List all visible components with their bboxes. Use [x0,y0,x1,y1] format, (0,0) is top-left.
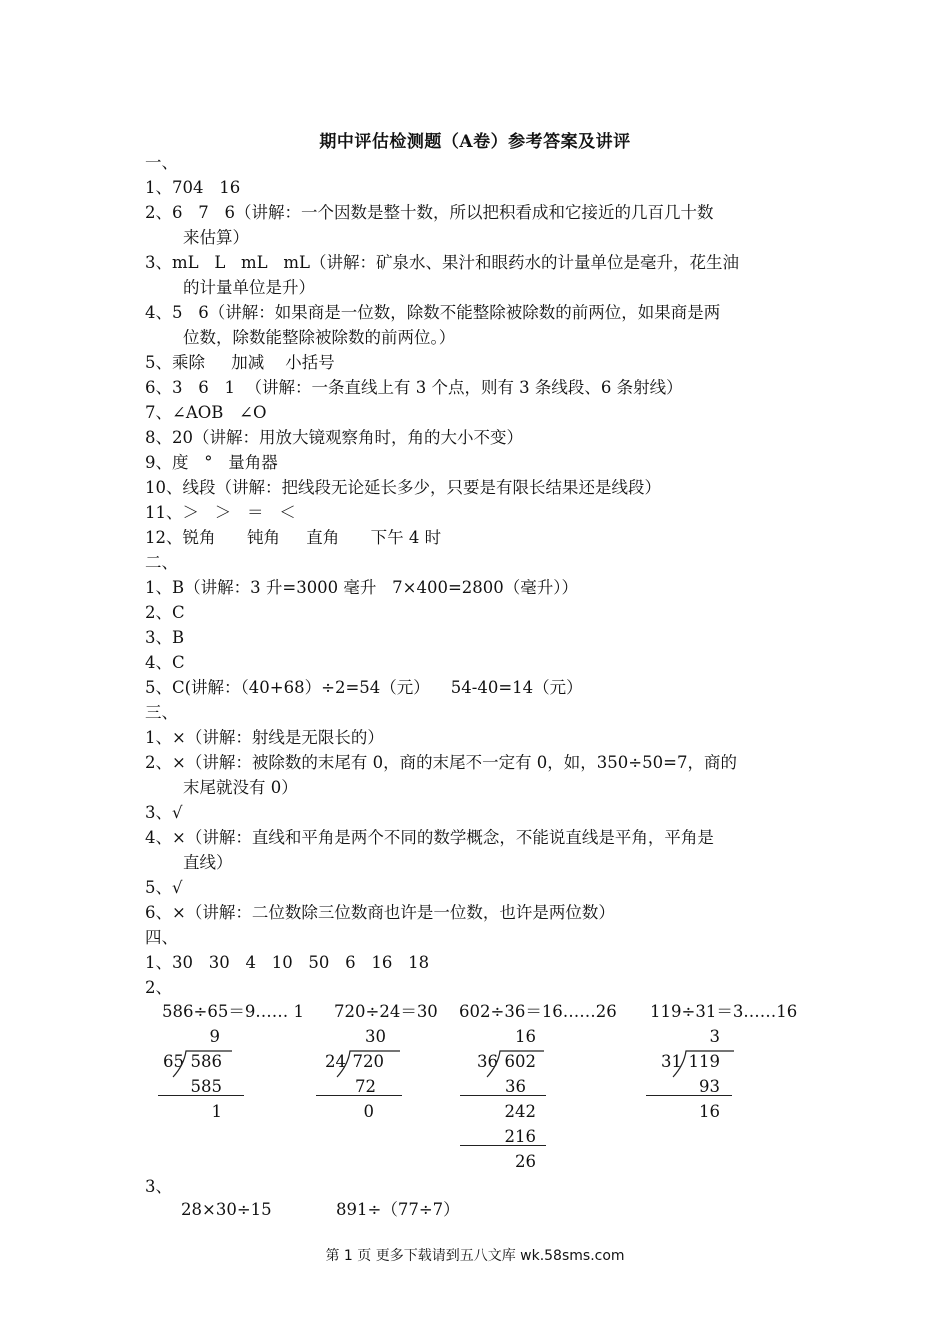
division-equation-4: 119÷31＝3……16 [650,1002,798,1021]
answer-line: 9、度 ° 量角器 [145,453,278,472]
answer-line-continued: 末尾就没有 0） [183,778,298,797]
section-heading-2: 二、 [145,553,178,572]
answer-line: 3、mL L mL mL（讲解：矿泉水、果汁和眼药水的计量单位是毫升，花生油 [145,253,739,272]
subtraction-line [158,1095,244,1096]
answer-line: 3、√ [145,803,183,822]
quotient: 3 [709,1027,720,1046]
answer-line: 11、＞ ＞ ＝ ＜ [145,503,296,522]
answer-line: 1、×（讲解：射线是无限长的） [145,728,384,747]
answer-line: 3、B [145,628,185,647]
answer-line: 1、30 30 4 10 50 6 16 18 [145,953,430,972]
answer-line: 5、√ [145,878,183,897]
quotient: 30 [365,1027,386,1046]
divisor: 36 [477,1052,498,1071]
answer-line: 6、3 6 1 （讲解：一条直线上有 3 个点，则有 3 条线段、6 条射线） [145,378,683,397]
product: 36 [505,1077,526,1096]
answer-line-continued: 来估算） [183,228,249,247]
answer-line: 7、∠AOB ∠O [145,403,267,422]
section-heading-3: 三、 [145,703,178,722]
subtraction-line [460,1145,546,1146]
expression-2: 891÷（77÷7） [336,1200,460,1219]
quotient: 9 [209,1027,220,1046]
answer-line: 10、线段（讲解：把线段无论延长多少，只要是有限长结果还是线段） [145,478,661,497]
dividend: 720 [352,1052,384,1071]
remainder: 1 [211,1102,222,1121]
dividend: 602 [504,1052,536,1071]
remainder: 16 [699,1102,720,1121]
subtraction-line [460,1095,546,1096]
answer-line: 1、704 16 [145,178,241,197]
remainder: 26 [515,1152,536,1171]
answer-line: 2、6 7 6（讲解：一个因数是整十数，所以把积看成和它接近的几百几十数 [145,203,714,222]
quotient: 16 [515,1027,536,1046]
answer-line: 4、C [145,653,185,672]
answer-line: 2、C [145,603,185,622]
answer-line: 8、20（讲解：用放大镜观察角时，角的大小不变） [145,428,523,447]
divisor: 31 [661,1052,682,1071]
answer-line: 6、×（讲解：二位数除三位数商也许是一位数，也许是两位数） [145,903,615,922]
product: 216 [504,1127,536,1146]
division-equation-2: 720÷24＝30 [334,1002,438,1021]
divisor: 65 [163,1052,184,1071]
product: 72 [355,1077,376,1096]
page-footer: 第 1 页 更多下载请到五八文库 wk.58sms.com [325,1248,625,1264]
answer-line: 12、锐角 钝角 直角 下午 4 时 [145,528,442,547]
dividend: 586 [190,1052,222,1071]
subtraction-line [316,1095,402,1096]
division-equation-1: 586÷65＝9…… 1 [162,1002,305,1021]
product: 93 [699,1077,720,1096]
expression-1: 28×30÷15 [181,1200,272,1219]
answer-line: 5、C(讲解：（40+68）÷2=54（元） 54-40=14（元） [145,678,583,697]
answer-line: 5、乘除 加减 小括号 [145,353,335,372]
remainder: 0 [363,1102,374,1121]
answer-line: 4、×（讲解：直线和平角是两个不同的数学概念，不能说直线是平角，平角是 [145,828,714,847]
partial-dividend: 242 [504,1102,536,1121]
answer-line-continued: 的计量单位是升） [183,278,315,297]
divisor: 24 [325,1052,346,1071]
product: 585 [190,1077,222,1096]
answer-line: 4、5 6（讲解：如果商是一位数，除数不能整除被除数的前两位，如果商是两 [145,303,721,322]
answer-line-continued: 直线） [183,853,233,872]
answer-line: 3、 [145,1177,172,1196]
answer-line-continued: 位数，除数能整除被除数的前两位。） [183,328,456,347]
answer-line: 1、B（讲解：3 升=3000 毫升 7×400=2800（毫升）） [145,578,579,597]
division-equation-3: 602÷36＝16……26 [459,1002,617,1021]
section-heading-1: 一、 [145,153,178,172]
answer-line: 2、×（讲解：被除数的末尾有 0，商的末尾不一定有 0，如，350÷50=7，商的 [145,753,737,772]
section-heading-4: 四、 [145,928,178,947]
answer-line: 2、 [145,978,172,997]
subtraction-line [646,1095,732,1096]
dividend: 119 [688,1052,720,1071]
page-title: 期中评估检测题（A卷）参考答案及讲评 [319,132,631,152]
